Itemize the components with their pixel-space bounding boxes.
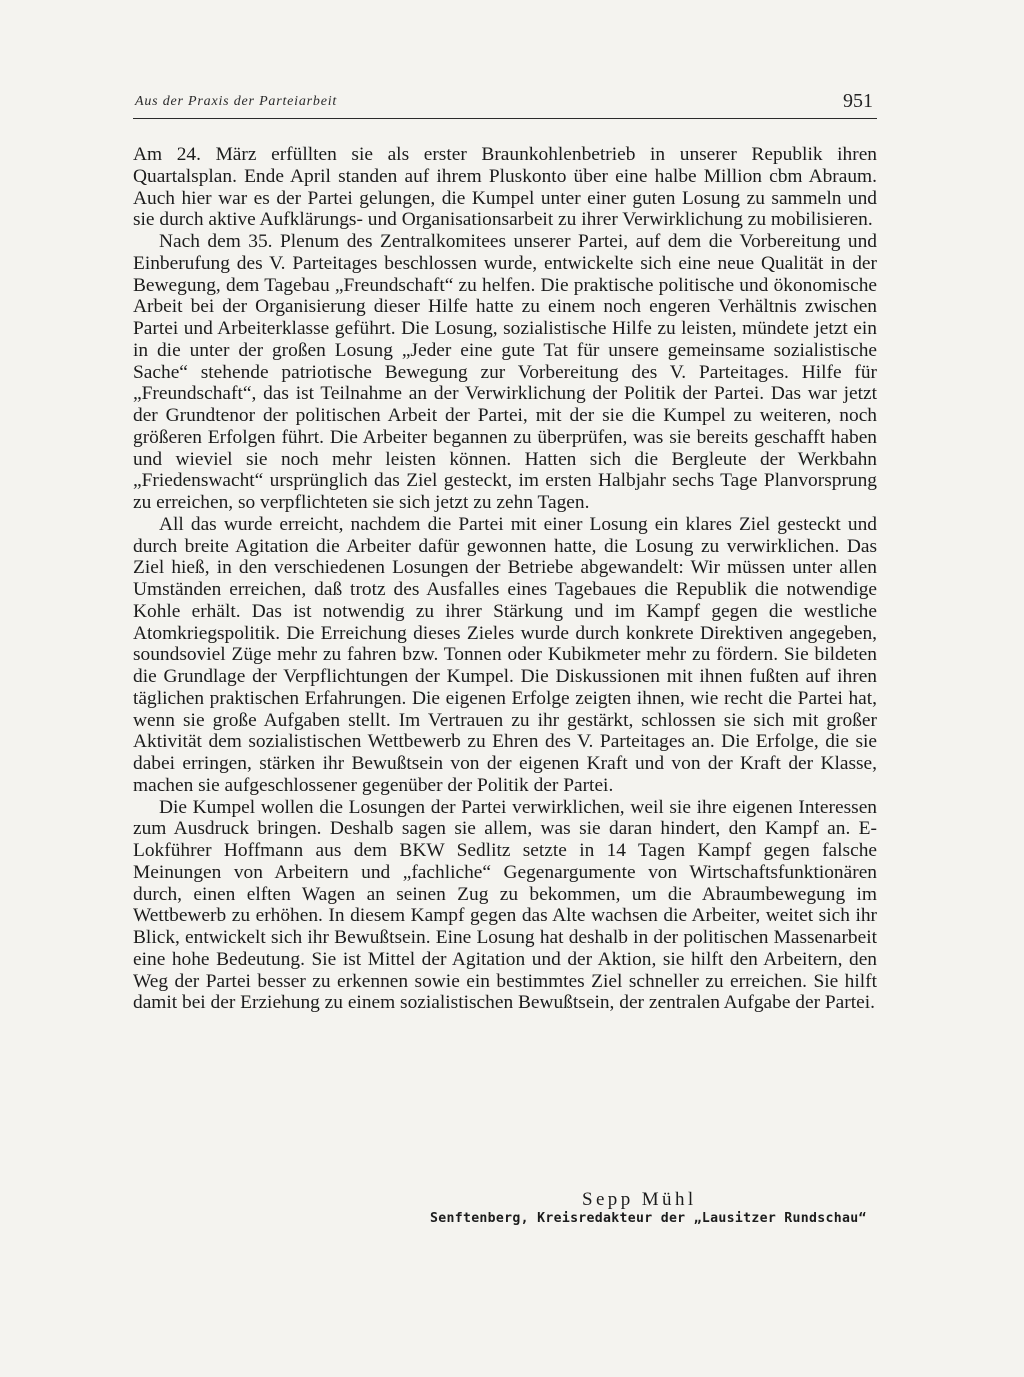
paragraph-3: All das wurde erreicht, nachdem die Partei mit einer Losung ein klares Ziel gesteckt und durch breite Agitation die Arbeiter dafür gewonnen hatte, die Losung zu verwirklichen. Das Ziel hieß, in den verschiedenen Losungen der Betriebe abgewandelt: Wir müssen unter allen Umständen erreichen, daß trotz des Ausfalles eines Tagebaues die Republik die notwendige Kohle erhält. Das ist notwendig zu ihrer Stärkung und im Kampf gegen die westliche Atomkriegspolitik. Die Erreichung dieses Zieles wurde durch konkrete Direktiven angegeben, soundsoviel Züge mehr zu fahren bzw. Tonnen oder Kubikmeter mehr zu fördern. Sie bildeten die Grundlage der Verpflichtungen der Kumpel. Die Diskussionen mit ihnen fußten auf ihren täglichen praktischen Erfahrungen. Die eigenen Erfolge zeigten ihnen, wie recht die Partei hat, wenn sie große Aufgaben stellt. Im Vertrauen zu ihr gestärkt, schlossen sie sich mit großer Aktivität dem sozialistischen Wettbewerb zu Ehren des V. Parteitages an. Die Erfolge, die sie dabei erringen, stärken ihr Bewußtsein von der eigenen Kraft und von der Kraft der Klasse, machen sie aufgeschlossener gegenüber der Politik der Partei. — [133, 513, 877, 796]
running-title: Aus der Praxis der Parteiarbeit — [135, 94, 338, 109]
article-body — [133, 144, 877, 1014]
paragraph-2: Nach dem 35. Plenum des Zentralkomitees unserer Partei, auf dem die Vorbereitung und Einberufung des V. Parteitages beschlossen wurde, entwickelte sich eine neue Qualität in der Bewegung, dem Tagebau „Freundschaft“ zu helfen. Die praktische politische und ökonomische Arbeit bei der Organisierung dieser Hilfe hatte zu einem noch engeren Verhältnis zwischen Partei und Arbeiterklasse geführt. Die Losung, sozialistische Hilfe zu leisten, mündete jetzt ein in die unter der großen Losung „Jeder eine gute Tat für unsere gemeinsame sozialistische Sache“ stehende patriotische Bewegung zur Vorbereitung des V. Parteitages. Hilfe für „Freundschaft“, das ist Teilnahme an der Verwirklichung der Politik der Partei. Das war jetzt der Grundtenor der politischen Arbeit der Partei, mit der sie die Kumpel zu weiteren, noch größeren Erfolgen führt. Die Arbeiter begannen zu überprüfen, was sie bereits geschafft haben und wieviel sie noch mehr leisten können. Hatten sich die Bergleute der Werkbahn „Friedenswacht“ ursprünglich das Ziel gesteckt, im ersten Halbjahr sechs Tage Planvorsprung zu erreichen, so verpflichteten sie sich jetzt zu zehn Tagen. — [133, 231, 877, 513]
paragraph-1: Am 24. März erfüllten sie als erster Braunkohlenbetrieb in unserer Republik ihren Quartalsplan. Ende April standen auf ihrem Pluskonto über eine halbe Million cbm Abraum. Auch hier war es der Partei gelungen, die Kumpel unter einer guten Losung zu sammeln und sie durch aktive Aufklärungs- und Organisationsarbeit zu ihrer Verwirklichung zu mobilisieren. — [133, 144, 877, 231]
page-number: 951 — [843, 90, 873, 112]
running-header — [133, 88, 877, 119]
author-affiliation: Senftenberg, Kreisredakteur der „Lausitzer Rundschau“ — [430, 1211, 867, 1226]
paragraph-4: Die Kumpel wollen die Losungen der Partei verwirklichen, weil sie ihre eigenen Interessen zum Ausdruck bringen. Deshalb sagen sie allem, was sie daran hindert, den Kampf an. E-Lokführer Hoffmann aus dem BKW Sedlitz setzte in 14 Tagen Kampf gegen falsche Meinungen von Arbeitern und „fachliche“ Gegenargumente von Wirtschaftsfunktionären durch, einen elften Wagen an seinen Zug zu bekommen, um die Abraumbewegung im Wettbewerb zu erhöhen. In diesem Kampf gegen das Alte wachsen die Arbeiter, weitet sich ihr Blick, entwickelt sich ihr Bewußtsein. Eine Losung hat deshalb in der politischen Massenarbeit eine hohe Bedeutung. Sie ist Mittel der Agitation und der Aktion, sie hilft den Arbeitern, den Weg der Partei besser zu erkennen sowie ein bestimmtes Ziel schneller zu erreichen. Sie hilft damit bei der Erziehung zu einem sozialistischen Bewußtsein, der zentralen Aufgabe der Partei. — [133, 796, 877, 1014]
author-signature: Sepp Mühl — [582, 1189, 697, 1210]
